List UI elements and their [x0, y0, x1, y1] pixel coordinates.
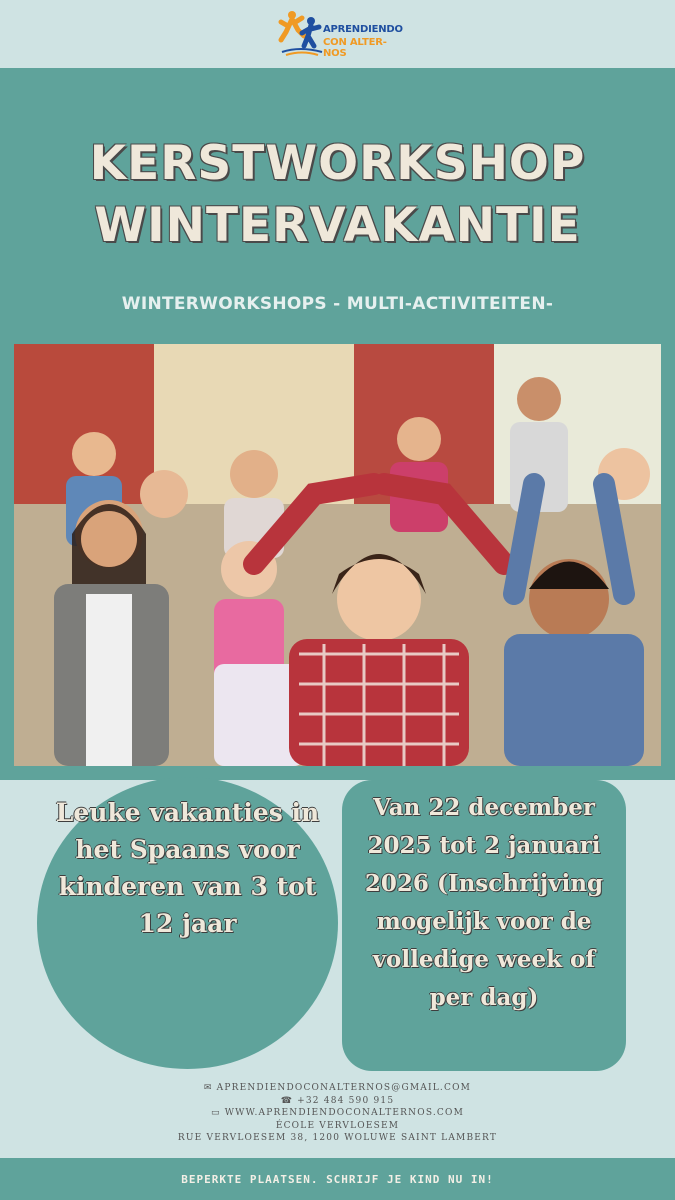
contact-phone-row[interactable]	[0, 1095, 675, 1108]
logo-text-line1: APRENDIENDO	[323, 24, 403, 35]
contact-email-row[interactable]	[0, 1082, 675, 1095]
logo-text-line2: CON ALTER-NOS	[323, 37, 387, 59]
footer-text: BEPERKTE PLAATSEN. SCHRIJF JE KIND NU IN!	[181, 1173, 494, 1186]
contact-address: RUE VERVLOESEM 38, 1200 WOLUWE SAINT LAMBERT	[177, 1133, 498, 1143]
contact-block	[0, 1082, 675, 1145]
dates-info-text: Van 22 december 2025 tot 2 januari 2026 (Inschrijving mogelijk voor de volledige week of per dag)	[364, 794, 604, 1011]
phone-icon: ☎	[280, 1095, 294, 1106]
contact-email: APRENDIENDOCONALTERNOS@GMAIL.COM	[216, 1083, 472, 1093]
contact-school: ÉCOLE VERVLOESEM	[275, 1120, 400, 1131]
subtitle: WINTERWORKSHOPS - MULTI-ACTIVITEITEN-	[121, 294, 554, 314]
photo-illustration	[14, 344, 661, 766]
age-info-text: Leuke vakanties in het Spaans voor kinderen van 3 tot 12 jaar	[55, 798, 320, 938]
title-line1: KERSTWORKSHOP	[89, 136, 586, 191]
title-line2: WINTERVAKANTIE	[94, 198, 581, 253]
contact-website-row[interactable]	[0, 1107, 675, 1120]
contact-phone: +32 484 590 915	[297, 1095, 395, 1106]
email-icon: ✉	[203, 1083, 213, 1093]
computer-icon: ▭	[210, 1108, 221, 1118]
brand-logo	[278, 6, 408, 62]
children-logo-icon	[278, 8, 328, 58]
children-photo	[14, 344, 661, 766]
contact-website: WWW.APRENDIENDOCONALTERNOS.COM	[224, 1108, 464, 1118]
